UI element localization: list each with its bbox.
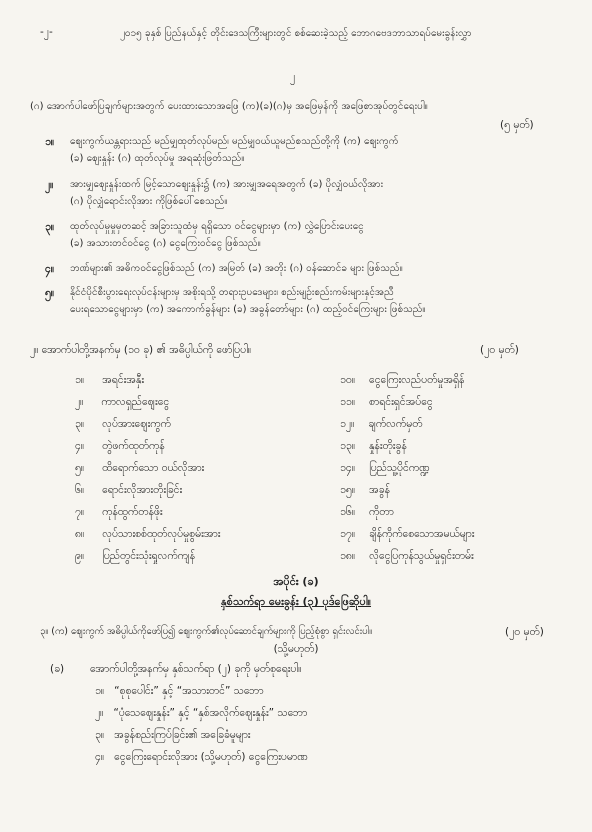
list-item-number: ၁၀။ (340, 374, 355, 386)
section-subtitle: နှစ်သက်ရာ မေးခွန်း (၃) ပုဒ်ဖြေဆိုပါ။ (220, 595, 372, 608)
list-item-text: နှုန်းတိုးခွန် (369, 440, 407, 452)
list-item-number: ၉။ (75, 550, 85, 562)
section-title: အပိုင်း (ခ) (273, 575, 319, 588)
list-item-text: အခွန်စည်းကြပ်ခြင်း၏ အခြေခံမူများ (114, 729, 251, 741)
list-item-number: ၅။ (75, 462, 85, 474)
list-item (340, 505, 394, 519)
page-number: ၂ (290, 71, 296, 83)
list-item-number: ၁။ (75, 374, 85, 386)
q1-item-number: ၅။ (45, 287, 55, 299)
list-item-number: ၁၂။ (340, 418, 355, 430)
list-item (340, 417, 422, 431)
list-item (75, 461, 204, 475)
list-item-number: ၁။ (95, 685, 105, 697)
list-item-number: ၆။ (75, 484, 85, 496)
q3-or: (သို့မဟုတ်) (273, 643, 319, 655)
list-item (340, 483, 390, 497)
q1-item-cont: ပေးရသောငွေများမှာ (က) အကောက်ခွန်များ (ခ) အခွန်တော်များ (ဂ) ထည့်ဝင်ကြေးများ ဖြစ်သည်။ (70, 304, 426, 315)
list-item (340, 461, 430, 475)
q1-item-cont: (ဂ) ပိုလျှံရောင်းလိုအား ကိုဖြစ်ပေါ်စေသည်။ (70, 196, 228, 207)
list-item-text: လိုငွေပြကုန်သွယ်မှုရှင်းတမ်း (369, 550, 474, 562)
list-item-text: “ပုံသေဈေးနှုန်း” နှင့် “နှစ်အလိုက်ဈေးနှုန်း” သဘော (113, 707, 308, 719)
list-item (95, 684, 264, 698)
list-item-text: ချိန်ကိုက်စေသောအမယ်များ (369, 528, 475, 540)
list-item-number: ၁၈။ (340, 550, 356, 562)
list-item-number: ၂။ (95, 707, 104, 719)
list-item-number: ၃။ (95, 729, 105, 741)
page-mark: -၂- (40, 26, 53, 38)
q1-marks: (၅ မှတ်) (500, 119, 534, 131)
q3-marks: (၂၀ မှတ်) (505, 626, 544, 638)
list-item-text: စာရင်းရှင်အပ်ငွေ (369, 396, 433, 408)
list-item (75, 395, 169, 409)
header-title: ၂၀၁၅ ခုနှစ် ပြည်နယ်နှင့် တိုင်းဒေသကြီးများတွင် စစ်ဆေးခဲ့သည့် ဘောဂဗေဒဘာသာရပ်မေးခွန်းလွှာ (120, 28, 472, 39)
q1-item-text: ထုတ်လုပ်မှုမှုမှတဆင့် အခြားသူထံမှ ရရှိသော ဝင်ငွေများမှာ (က) လွှဲပြောင်းပေးငွေ (70, 221, 364, 232)
q1-item-text: အားမျှဈေးနှုန်းထက် မြင့်သောဈေးနှုန်း၌ (က) အားမျှအရေအတွက် (ခ) ပိုလျှံဝယ်လိုအား (70, 179, 384, 190)
list-item (340, 439, 407, 453)
q1-item-text: နိုင်ငံပိုင်စီးပွားရေးလုပ်ငန်းများမှ အစိုးရသို့ တရားဥပဒေများ၊ စည်းမျဉ်းစည်းကမ်းများနှင့်အညီ (70, 287, 394, 298)
q1-item-text: ဘဏ်များ၏ အဓိကဝင်ငွေဖြစ်သည် (က) အမြတ် (ခ) အတိုး (ဂ) ဝန်ဆောင်ခ များ ဖြစ်သည်။ (70, 263, 403, 274)
list-item-text: ကိုတာ (369, 506, 394, 518)
list-item-text: တွဲဖက်ထုတ်ကုန် (102, 440, 165, 452)
q1-item-number: ၄။ (45, 263, 55, 275)
list-item-number: ၃။ (75, 418, 85, 430)
list-item-text: ချက်လက်မှတ် (368, 418, 423, 430)
list-item-number: ၁၇။ (340, 528, 355, 540)
list-item-text: ငွေကြေးလည်ပတ်မှုအရှိန် (369, 374, 465, 386)
list-item-text: ထိရောက်သော ဝယ်လိုအား (102, 462, 205, 474)
list-item (95, 750, 308, 764)
list-item (340, 395, 433, 409)
list-item-text: လုပ်သားစစ်ထုတ်လုပ်မှုစွမ်းအား (102, 528, 221, 540)
list-item (75, 373, 144, 387)
list-item-number: ၁၆။ (340, 506, 355, 518)
list-item-number: ၄။ (95, 751, 105, 763)
list-item (75, 483, 182, 497)
q1-item-cont: (ခ) ဈေးနှုန်း (ဂ) ထုတ်လုပ်မှု အရဆုံးဖြတ်သည်။ (70, 153, 245, 164)
list-item-text: အရင်းအနှီး (102, 374, 144, 386)
list-item (75, 505, 163, 519)
q1-intro: (ဂ) အောက်ပါဖော်ပြချက်များအတွက် ပေးထားသောအဖြေ (က)(ခ)(ဂ)မှ အဖြေမှန်ကို အဖြေစာအုပ်တွင်ရေးပါ။ (30, 101, 428, 112)
list-item-text: ပြည်သူ့ပိုင်ကဏ္ဍ (369, 462, 430, 474)
list-item (95, 706, 307, 720)
q1-item-number: ၃။ (45, 221, 55, 233)
list-item-number: ၂။ (75, 396, 84, 408)
q1-item-number: ၂။ (45, 179, 54, 191)
list-item-text: အခွန် (369, 484, 390, 496)
list-item-text: ငွေကြေးရောင်းလိုအား (သို့မဟုတ်) ငွေကြေးပမာဏ (114, 751, 308, 763)
list-item-number: ၈။ (75, 528, 85, 540)
list-item (95, 728, 250, 742)
q3-sub-intro: အောက်ပါတို့အနက်မှ နှစ်သက်ရာ (၂) ခုကို မှတ်စုရေးပါ။ (90, 663, 302, 675)
list-item-text: “စုစုပေါင်း” နှင့် “အသားတင်” သဘော (114, 685, 264, 697)
list-item (340, 373, 464, 387)
list-item (75, 527, 220, 541)
q3-sub-label: (ခ) (50, 663, 65, 675)
list-item-text: ရောင်းလိုအားတိုးခြင်း (102, 484, 183, 496)
list-item (75, 549, 195, 563)
list-item-number: ၁၄။ (340, 462, 355, 474)
list-item-text: ကုန်ထွက်တန်ဖိုး (102, 506, 163, 518)
list-item (340, 527, 474, 541)
list-item (75, 439, 165, 453)
q1-item-cont: (ခ) အသားတင်ဝင်ငွေ (ဂ) ငွေကြေးဝင်ငွေ ဖြစ်သည်။ (70, 238, 261, 249)
list-item-number: ၁၃။ (340, 440, 355, 452)
list-item-number: ၇။ (75, 506, 85, 518)
list-item-number: ၁၅။ (340, 484, 355, 496)
list-item (340, 549, 474, 563)
list-item-text: ပြည်တွင်းသုံးရှုလက်ကျန် (102, 550, 196, 562)
q2-marks: (၂၀ မှတ်) (480, 344, 519, 356)
list-item-number: ၄။ (75, 440, 85, 452)
list-item-number: ၁၁။ (340, 396, 355, 408)
q3-intro: ၃။ (က) ဈေးကွက် အဓိပ္ပါယ်ကိုဖော်ပြ၍ ဈေးကွက်၏လုပ်ဆောင်ချက်များကို ပြည့်စုံစွာ ရှင်းလင်းပါ။ (40, 626, 373, 637)
q1-item-text: ဈေးကွက်ယန္တရားသည် မည်မျှထုတ်လုပ်မည်၊ မည်မျှဝယ်ယူမည်စသည်တို့ကို (က) ဈေးကွက် (70, 136, 399, 147)
list-item (75, 417, 171, 431)
list-item-text: လုပ်အားဈေးကွက် (102, 418, 171, 430)
q2-intro: ၂။ အောက်ပါတို့အနက်မှ (၁၀ ခု) ၏ အဓိပ္ပါယ်ကို ဖော်ပြပါ။ (30, 344, 252, 356)
q1-item-number: ၁။ (45, 136, 55, 148)
list-item-text: ကာလရှည်ဈေးငွေ (101, 396, 170, 408)
